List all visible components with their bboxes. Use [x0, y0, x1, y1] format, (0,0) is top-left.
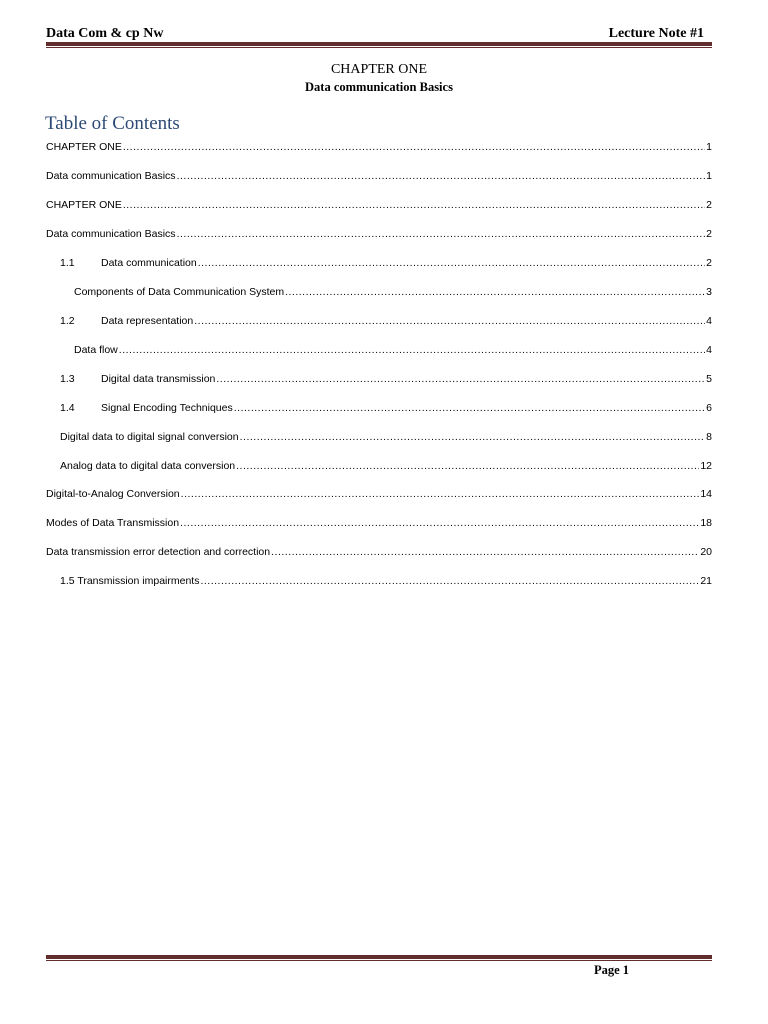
toc-entry-title: Data communication Basics — [46, 228, 176, 240]
toc-dot-leader — [180, 516, 699, 530]
toc-entry[interactable] — [46, 196, 712, 212]
toc-entry-title: Data representation — [101, 315, 194, 327]
toc-entry-page: 1 — [706, 170, 712, 182]
page-number: Page 1 — [594, 963, 630, 977]
toc-dot-leader — [216, 372, 705, 386]
toc-entry-number: 1.2 — [60, 315, 75, 327]
toc-entry-page: 14 — [700, 488, 712, 500]
toc-entry-page: 2 — [706, 228, 712, 240]
toc-entry-number: 1.1 — [60, 257, 75, 269]
toc-entry-title: Modes of Data Transmission — [46, 517, 180, 529]
toc-dot-leader — [271, 545, 699, 559]
toc-dot-leader — [240, 430, 706, 444]
toc-entry[interactable] — [74, 283, 712, 299]
toc-entry-title: Data communication Basics — [46, 170, 176, 182]
toc-dot-leader — [194, 314, 705, 328]
toc-entry-page: 1 — [706, 141, 712, 153]
toc-dot-leader — [234, 401, 705, 415]
toc-dot-leader — [285, 285, 705, 299]
toc-entry[interactable] — [60, 572, 712, 588]
toc-entry-title: Data flow — [74, 344, 118, 356]
toc-entry-page: 6 — [706, 402, 712, 414]
toc-entry-title: Data transmission error detection and correction — [46, 546, 271, 558]
toc-entry-page: 21 — [700, 575, 712, 587]
header-lecture-number: Lecture Note #1 — [608, 26, 704, 41]
toc-entry-page: 8 — [706, 431, 712, 443]
toc-entry-page: 4 — [706, 344, 712, 356]
toc-dot-leader — [177, 227, 706, 241]
toc-entry-title: CHAPTER ONE — [46, 141, 122, 153]
toc-entry[interactable] — [74, 341, 712, 357]
toc-dot-leader — [177, 169, 706, 183]
toc-dot-leader — [236, 459, 699, 473]
toc-entry[interactable] — [60, 312, 712, 328]
toc-entry-page: 12 — [700, 460, 712, 472]
toc-entry-page: 20 — [700, 546, 712, 558]
toc-dot-leader — [198, 256, 705, 270]
toc-entry-title: CHAPTER ONE — [46, 199, 122, 211]
toc-entry[interactable] — [46, 543, 712, 559]
toc-entry-title: 1.5 Transmission impairments — [60, 575, 200, 587]
toc-entry-title: Digital-to-Analog Conversion — [46, 488, 180, 500]
toc-heading: Table of Contents — [45, 113, 180, 134]
toc-dot-leader — [123, 140, 705, 154]
toc-entry-number: 1.4 — [60, 402, 75, 414]
toc-entry-page: 3 — [706, 286, 712, 298]
toc-entry-title: Digital data to digital signal conversion — [60, 431, 239, 443]
toc-entry[interactable] — [46, 138, 712, 154]
toc-entry[interactable] — [60, 370, 712, 386]
toc-entry-title: Digital data transmission — [101, 373, 216, 385]
toc-entry-title: Analog data to digital data conversion — [60, 460, 236, 472]
chapter-subtitle: Data communication Basics — [305, 80, 453, 94]
toc-dot-leader — [200, 574, 699, 588]
toc-entry-title: Components of Data Communication System — [74, 286, 285, 298]
toc-dot-leader — [123, 198, 705, 212]
toc-entry[interactable] — [46, 485, 712, 501]
toc-entry-title: Signal Encoding Techniques — [101, 402, 233, 414]
toc-entry[interactable] — [60, 399, 712, 415]
toc-entry-page: 2 — [706, 199, 712, 211]
toc-entry-title: Data communication — [101, 257, 197, 269]
toc-dot-leader — [119, 343, 705, 357]
toc-entry-page: 4 — [706, 315, 712, 327]
toc-entry[interactable] — [60, 457, 712, 473]
toc-entry[interactable] — [60, 254, 712, 270]
footer-rule — [46, 955, 712, 961]
toc-entry-number: 1.3 — [60, 373, 75, 385]
toc-entry[interactable] — [60, 428, 712, 444]
header-course-title: Data Com & cp Nw — [46, 26, 164, 41]
toc-dot-leader — [181, 487, 700, 501]
toc-entry[interactable] — [46, 167, 712, 183]
chapter-title: CHAPTER ONE — [330, 62, 428, 77]
footer-rule-thin — [46, 960, 712, 961]
toc-entry[interactable] — [46, 225, 712, 241]
toc-entry[interactable] — [46, 514, 712, 530]
toc-entry-page: 18 — [700, 517, 712, 529]
toc-entry-page: 2 — [706, 257, 712, 269]
toc-entry-page: 5 — [706, 373, 712, 385]
